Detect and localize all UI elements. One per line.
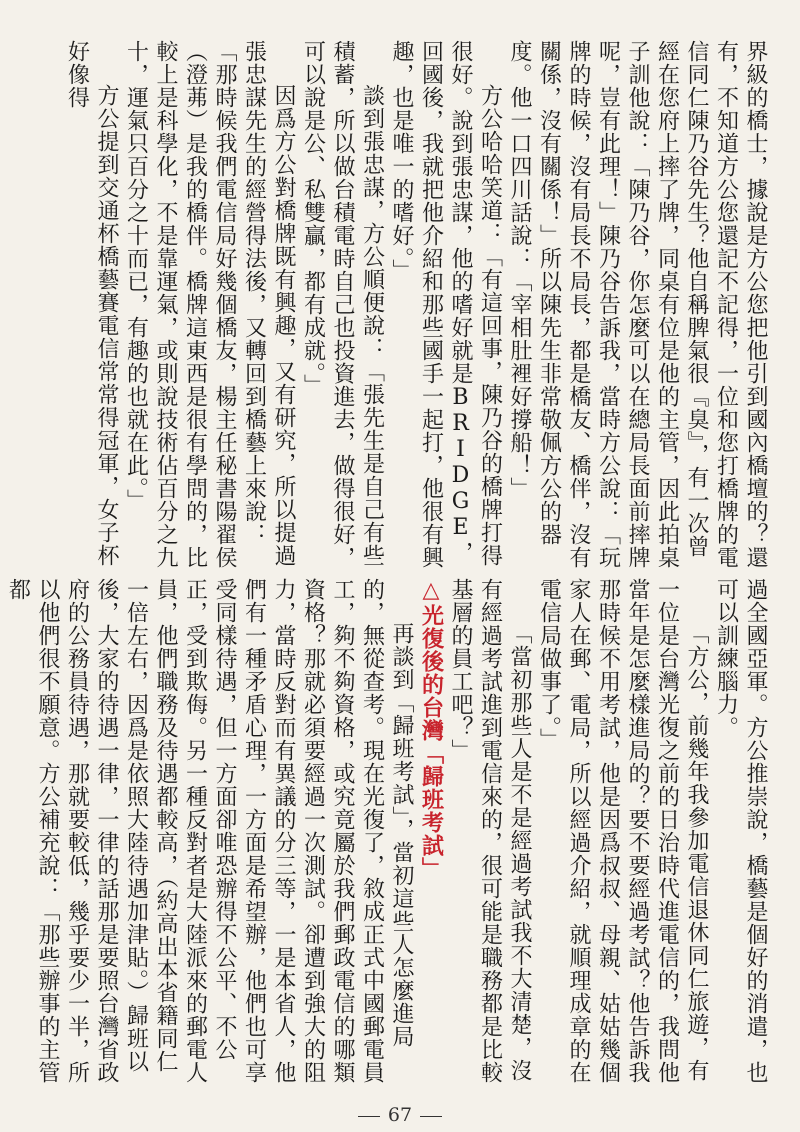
page-number	[0, 1104, 800, 1126]
paragraph: 界級的橋士，據說是方公您把他引到國內橋壇的？還有，不知道方公您還記不記得，一位和您打橋牌的電信同仁陳乃谷先生？他自稱脾氣很『臭』，有一次曾經在您府上摔了牌，同桌有位是他的主管，因此拍桌子訓他說：「陳乃谷，你怎麼可以在總局長面前摔牌呢，豈有此理！」陳乃谷告訴我，當時方公說：「玩牌的時候，沒有局長不局長，都是橋友、橋伴，沒有關係，沒有關係！」所以陳先生非常敬佩方公的器度。他一口四川話說：「宰相肚裡好撐船！」	[507, 40, 768, 569]
paragraph: 方公哈哈笑道：「有這回事，陳乃谷的橋牌打得很好。說到張忠謀，他的嗜好就是BRIDGE，回國後，我就把他介紹和那些國手一起打，他很有興趣，也是唯一的嗜好。」	[389, 40, 503, 569]
dash-left	[358, 1116, 380, 1117]
paragraph: 因爲方公對橋牌既有興趣，又有研究，所以提過張忠謀先生的經營得法後，又轉回到橋藝上來說：「那時候我們電信局好幾個橋友，楊主任秘書陽翟侯（澄茀）是我的橋伴。橋牌這東西是很有學問的，比較上是科學化，不是靠運氣，或則說技術佔百分之九十，運氣只百分之十而已，有趣的也就在此。」	[123, 40, 296, 569]
paragraph: 過全國亞軍。方公推崇說，橋藝是個好的消遣，也可以訓練腦力。	[713, 578, 768, 1084]
section-heading	[416, 578, 446, 1090]
dash-right	[420, 1116, 442, 1117]
triangle-marker-icon: △	[418, 578, 444, 604]
top-text-block	[60, 40, 770, 570]
page-number-text: 67	[387, 1104, 413, 1126]
paragraph: 「方公，前幾年我參加電信退休同仁旅遊，有一位是台灣光復之前的日治時代進電信的，我問他當年是怎麼樣進局的？要不要經過考試？他告訴我那時候不用考試，他是因爲叔叔、母親、姑姑幾個家人在郵、電局，所以經過介紹，就順理成章的在電信局做事了。」	[536, 578, 709, 1084]
section-heading-text: 光復後的台灣「歸班考試」	[418, 604, 444, 880]
paragraph: 方公提到交通杯橋藝賽電信常常得冠軍，女子杯好像得	[64, 40, 119, 567]
paragraph: 再談到「歸班考試」，當初這些人怎麼進局的，無從查考。現在光復了，敘成正式中國郵電員工，夠不夠資格，或究竟屬於我們郵政電信的哪類資格？那就必須要經過一次測試。卻遭到強大的阻力，當時反對而有異議的分三等，一是本省人，他們有一種矛盾心理，一方面是希望辦，他們也可享受同樣待遇，但一方面卻唯恐辦得不公平、不公正，受到欺侮。另一種反對者是大陸派來的郵電人員，他們職務及待遇都較高，（約高出本省籍同仁一倍左右，因爲是依照大陸待遇加津貼。）歸班以後，大家的待遇一律，一律的話那是要照台灣省政府的公務員待遇，那就要較低，幾乎要少一半，所以他們很不願意。方公補充說：「那些辦事的主管都	[5, 578, 414, 1084]
paragraph: 談到張忠謀，方公順便說：「張先生是自己有些積蓄，所以做台積電時自己也投資進去，做得很好，可以說是公、私雙贏，都有成就。」	[300, 40, 385, 569]
bottom-text-block	[5, 578, 770, 1090]
paragraph: 「當初那些人是不是經過考試我不大清楚，沒有經過考試進到電信來的，很可能是職務都是比較基層的員工吧？」	[448, 578, 532, 1084]
